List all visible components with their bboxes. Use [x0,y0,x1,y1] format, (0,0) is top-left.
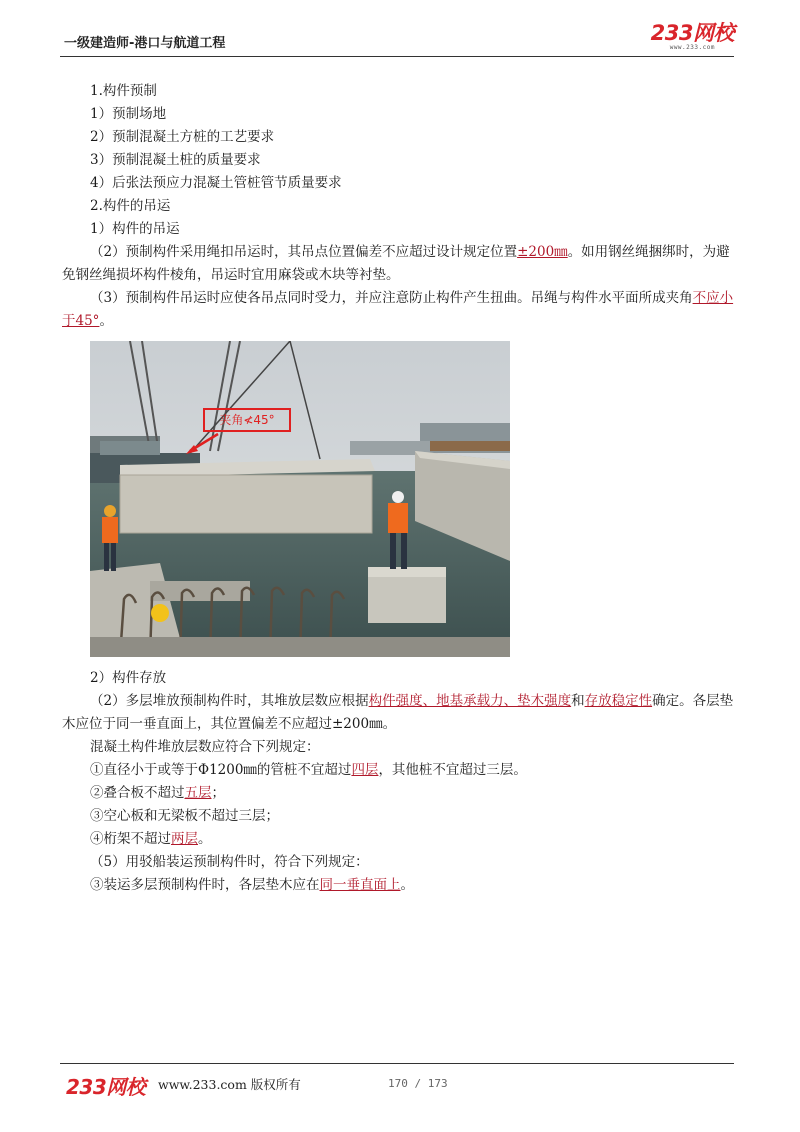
paragraph-stacking: （2）多层堆放预制构件时，其堆放层数应根据构件强度、地基承载力、垫木强度和存放稳定性确定。各层垫木应位于同一垂直面上，其位置偏差不应超过±200㎜。 [62,693,734,732]
list-item: 1）预制场地 [90,106,167,122]
highlight-text: 五层 [184,785,212,801]
highlight-text: 不应小于45° [62,290,734,329]
footer-copyright: www.233.com 版权所有 [158,1077,301,1092]
highlight-text: 同一垂直面上 [319,877,401,893]
list-item: ③空心板和无梁板不超过三层； [90,808,279,824]
highlight-text: 构件强度、地基承载力、垫木强度 [368,693,572,709]
list-item: ①直径小于或等于Φ1200㎜的管桩不宜超过四层，其他桩不宜超过三层。 [90,762,527,778]
footer-divider [60,1063,734,1064]
list-item: 混凝土构件堆放层数应符合下列规定： [90,739,320,755]
list-item: ③装运多层预制构件时，各层垫木应在同一垂直面上。 [90,877,414,893]
list-item: 2）预制混凝土方桩的工艺要求 [90,129,275,145]
paragraph-lifting-angle: （3）预制构件吊运时应使各吊点同时受力，并应注意防止构件产生扭曲。吊绳与构件水平面所成夹角不应小于45°。 [62,290,734,329]
angle-callout: 夹角≮45° [203,408,291,432]
header-title: 一级建造师-港口与航道工程 [64,36,226,51]
list-item: ④桁架不超过两层。 [90,831,212,847]
heading-component-prefab: 1.构件预制 [90,83,157,99]
document-body [62,80,742,897]
highlight-text: 四层 [351,762,379,778]
list-item: ②叠合板不超过五层； [90,785,225,801]
list-item: 2）构件存放 [90,670,167,686]
paragraph-lifting-rope: （2）预制构件采用绳扣吊运时，其吊点位置偏差不应超过设计规定位置±200㎜。如用钢丝绳捆绑时，为避免钢丝绳损坏构件棱角，吊运时宜用麻袋或木块等衬垫。 [62,244,730,283]
lifting-photo [90,341,510,657]
highlight-text: 存放稳定性 [584,693,653,709]
highlight-text: 两层 [171,831,198,847]
heading-component-lifting: 2.构件的吊运 [90,198,171,214]
list-item: （5）用驳船装运预制构件时，符合下列规定： [90,854,369,870]
brand-logo-url: www.233.com [669,44,715,51]
brand-logo-text: 233网校 [650,21,734,45]
list-item: 1）构件的吊运 [90,221,180,237]
list-item: 4）后张法预应力混凝土管桩管节质量要求 [90,175,342,191]
brand-logo [651,22,734,51]
header-divider [60,56,734,57]
footer-logo: 233网校 [66,1075,146,1099]
page-number: 170 / 173 [388,1077,448,1090]
list-item: 3）预制混凝土桩的质量要求 [90,152,261,168]
highlight-text: ±200㎜ [517,244,568,260]
